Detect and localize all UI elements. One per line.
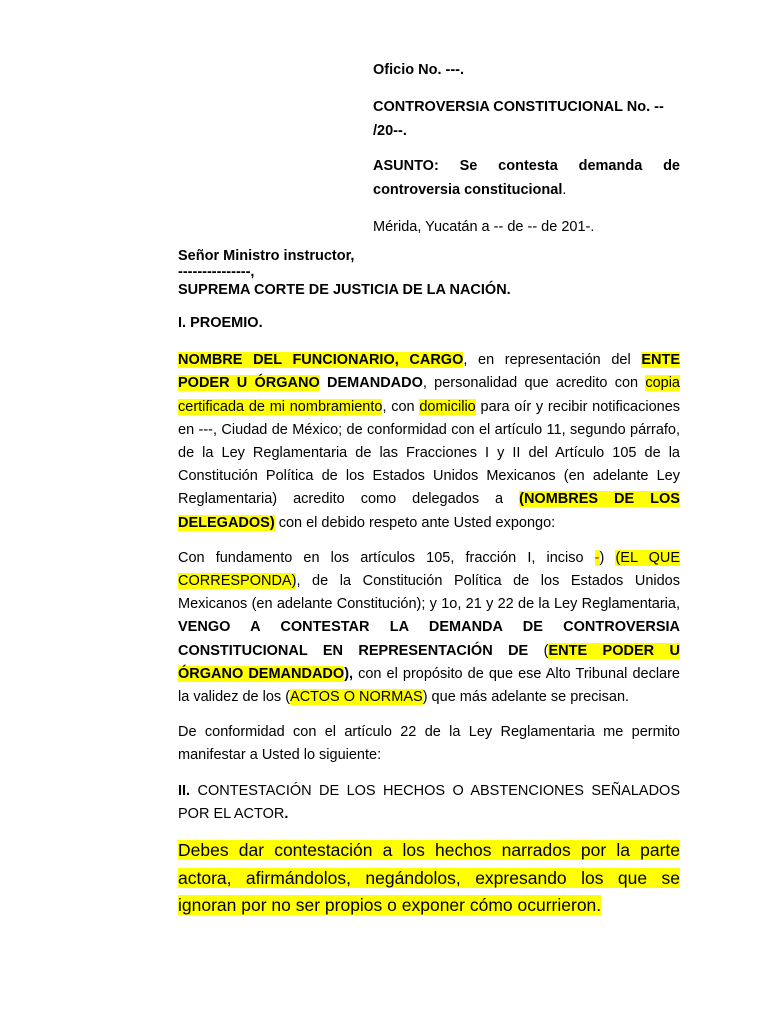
addressee	[178, 248, 680, 298]
instruction-note: Debes dar contestación a los hechos narrados por la parte actora, afirmándolos, negándolos, expresando los que se ignoran por no ser propios o exponer cómo ocurrieron.	[178, 840, 680, 916]
document-header	[373, 58, 680, 239]
document-body	[178, 248, 680, 920]
section-title-contestacion: II. CONTESTACIÓN DE LOS HECHOS O ABSTENCIONES SEÑALADOS POR EL ACTOR.	[178, 782, 680, 822]
addressee-line-2: ---------------,	[178, 264, 255, 280]
paragraph-conformidad: De conformidad con el artículo 22 de la Ley Reglamentaria me permito manifestar a Usted lo siguiente:	[178, 724, 680, 764]
date-line: Mérida, Yucatán a -- de -- de 201-.	[373, 219, 595, 235]
paragraph-proemio: NOMBRE DEL FUNCIONARIO, CARGO, en representación del ENTE PODER U ÓRGANO DEMANDADO, personalidad que acredito con copia certificada de mi nombramiento, con domicilio para oír y recibir notificaciones en ---, Ciudad de México; de conformidad con el artículo 11, segundo párrafo, de la Ley Reglamentaria de las Fracciones I y II del Artículo 105 de la Constitución Política de los Estados Unidos Mexicanos (en adelante Ley Reglamentaria) acredito como delegados a (NOMBRES DE LOS DELEGADOS) con el debido respeto ante Usted expongo:	[178, 352, 681, 531]
controversia-number: CONTROVERSIA CONSTITUCIONAL No. -- /20--.	[373, 99, 664, 139]
addressee-line-1: Señor Ministro instructor,	[178, 248, 355, 264]
asunto: ASUNTO: Se contesta demanda de controversia constitucional.	[373, 158, 680, 198]
paragraph-fundamento: Con fundamento en los artículos 105, fracción I, inciso -) (EL QUE CORRESPONDA), de la Constitución Política de los Estados Unidos Mexicanos (en adelante Constitución); y 1o, 21 y 22 de la Ley Reglamentaria, VENGO A CONTESTAR LA DEMANDA DE CONTROVERSIA CONSTITUCIONAL EN REPRESENTACIÓN DE (ENTE PODER U ÓRGANO DEMANDADO), con el propósito de que ese Alto Tribunal declare la validez de los (ACTOS O NORMAS) que más adelante se precisan.	[178, 549, 681, 706]
asunto-label: ASUNTO:	[373, 158, 439, 174]
section-title-proemio: I. PROEMIO.	[178, 315, 263, 331]
oficio-number: Oficio No. ---.	[373, 62, 465, 78]
addressee-line-3: SUPREMA CORTE DE JUSTICIA DE LA NACIÓN.	[178, 282, 511, 298]
